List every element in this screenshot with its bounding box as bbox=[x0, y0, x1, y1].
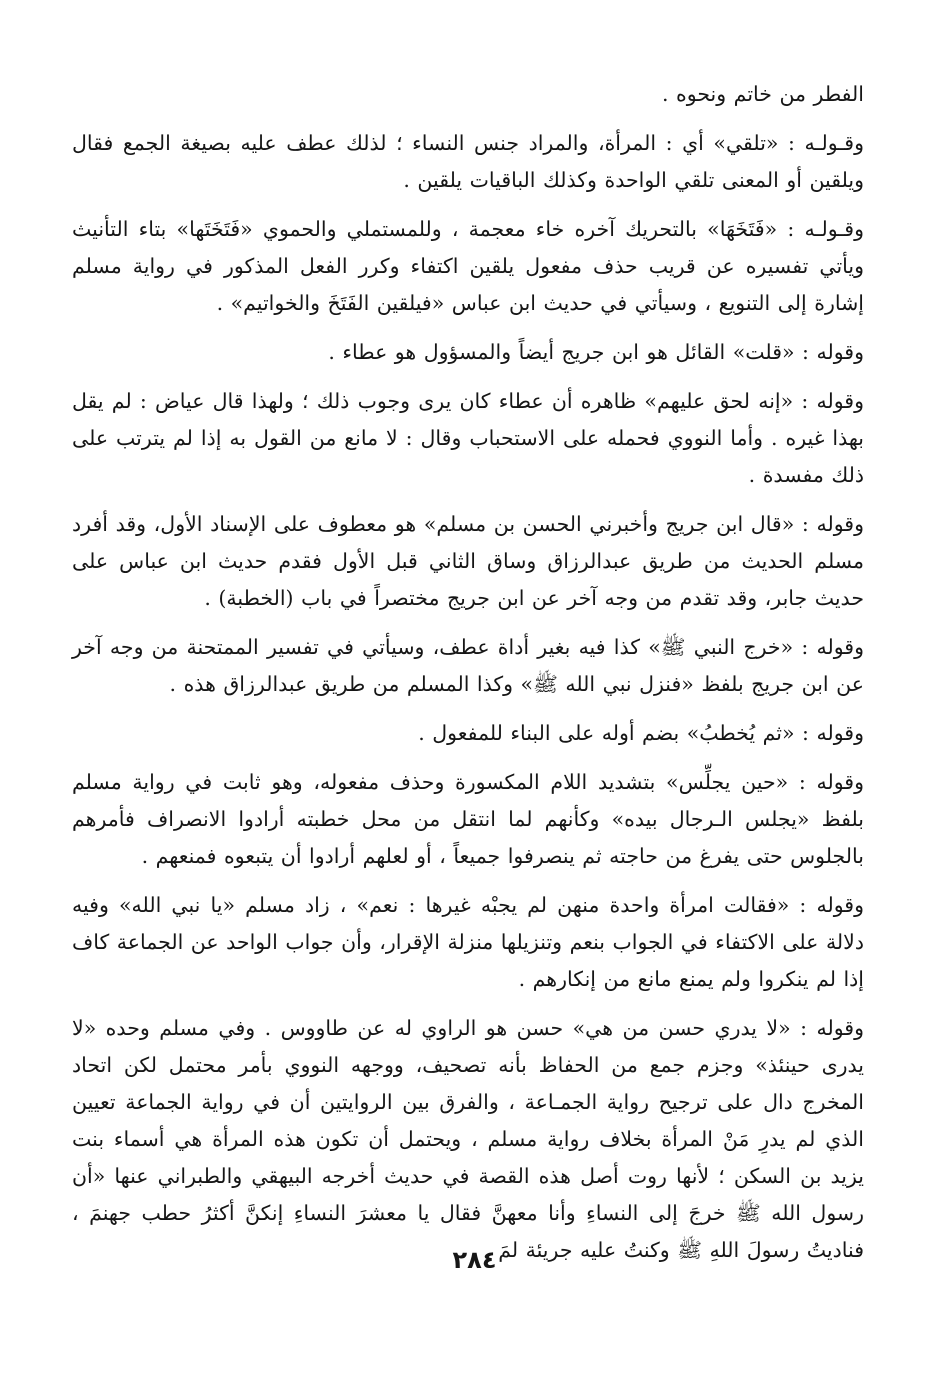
paragraph-4: وقوله : «قلت» القائل هو ابن جريج أيضاً والمسؤول هو عطاء . bbox=[328, 340, 864, 364]
paragraph-1: الفطر من خاتم ونحوه . bbox=[661, 82, 864, 106]
paragraph-3: وقـولـه : «فَتَخَهَا» بالتحريك آخره خاء معجمة ، وللمستملي والحموي «فَتَخَتَها» بتاء التأنيث ويأتي تفسيره عن قريب حذف مفعول يلقين اكتفاء وكرر الفعل المذكور في رواية مسلم إشارة إلى التنويع ، وسيأتي في حديث ابن عباس «فيلقين الفَتَخَ والخواتيم» . bbox=[72, 217, 865, 315]
page-number: ٢٨٤ bbox=[452, 1246, 497, 1274]
paragraph-6: وقوله : «قال ابن جريج وأخبرني الحسن بن مسلم» هو معطوف على الإسناد الأول، وقد أفرد مسلم الحديث من طريق عبدالرزاق وساق الثاني قبل الأول فقدم حديث ابن عباس على حديث جابر، وقد تقدم من وجه آخر عن ابن جريج مختصراً في باب (الخطبة) . bbox=[72, 512, 864, 610]
page-body bbox=[72, 76, 864, 1281]
paragraph-9: وقوله : «حين يجلِّس» بتشديد اللام المكسورة وحذف مفعوله، وهو ثابت في رواية مسلم بلفظ «يجلس الـرجال بيده» وكأنهم لما انتقل من محل خطبته أرادوا الانصراف فأمرهم بالجلوس حتى يفرغ من حاجته ثم ينصرفوا جميعاً ، أو لعلهم أرادوا أن يتبعوه فمنعهم . bbox=[72, 770, 864, 868]
paragraph-5: وقوله : «إنه لحق عليهم» ظاهره أن عطاء كان يرى وجوب ذلك ؛ ولهذا قال عياض : لم يقل بهذا غيره . وأما النووي فحمله على الاستحباب وقال : لا مانع من القول به إذا لم يترتب على ذلك مفسدة . bbox=[72, 389, 864, 487]
paragraph-8: وقوله : «ثم يُخطبُ» بضم أوله على البناء للمفعول . bbox=[418, 721, 864, 745]
paragraph-11: وقوله : «لا يدري حسن من هي» حسن هو الراوي له عن طاووس . وفي مسلم وحده «لا يدرى حينئذ» وجزم جمع من الحفاظ بأنه تصحيف، ووجهه النووي بأمر محتمل لكن اتحاد المخرج دال على ترجيح رواية الجمـاعة ، والفرق بين الروايتين أن في رواية الجماعة تعيين الذي لم يدرِ مَنْ المرأة بخلاف رواية مسلم ، ويحتمل أن تكون هذه المرأة هي أسماء بنت يزيد بن السكن ؛ لأنها روت أصل هذه القصة في حديث أخرجه البيهقي والطبراني عنها «أن رسول الله ﷺ خرجَ إلى النساءِ وأنا معهنَّ فقال يا معشرَ النساءِ إنكنَّ أكثرُ حطب جهنمَ ، فناديتُ رسولَ اللهِ ﷺ وكنتُ عليه جريئة لمَ bbox=[72, 1016, 864, 1262]
paragraph-7: وقوله : «خرج النبي ﷺ» كذا فيه بغير أداة عطف، وسيأتي في تفسير الممتحنة من وجه آخر عن ابن جريج بلفظ «فنزل نبي الله ﷺ» وكذا المسلم من طريق عبدالرزاق هذه . bbox=[72, 635, 864, 696]
paragraph-10: وقوله : «فقالت امرأة واحدة منهن لم يجبْه غيرها : نعم» ، زاد مسلم «يا نبي الله» وفيه دلالة على الاكتفاء في الجواب بنعم وتنزيلها منزلة الإقرار، وأن جواب الواحد عن الجماعة كاف إذا لم ينكروا ولم يمنع مانع من إنكارهم . bbox=[72, 893, 864, 991]
paragraph-2: وقـولـه : «تلقي» أي : المرأة، والمراد جنس النساء ؛ لذلك عطف عليه بصيغة الجمع فقال ويلقين أو المعنى تلقي الواحدة وكذلك الباقيات يلقين . bbox=[72, 131, 864, 192]
